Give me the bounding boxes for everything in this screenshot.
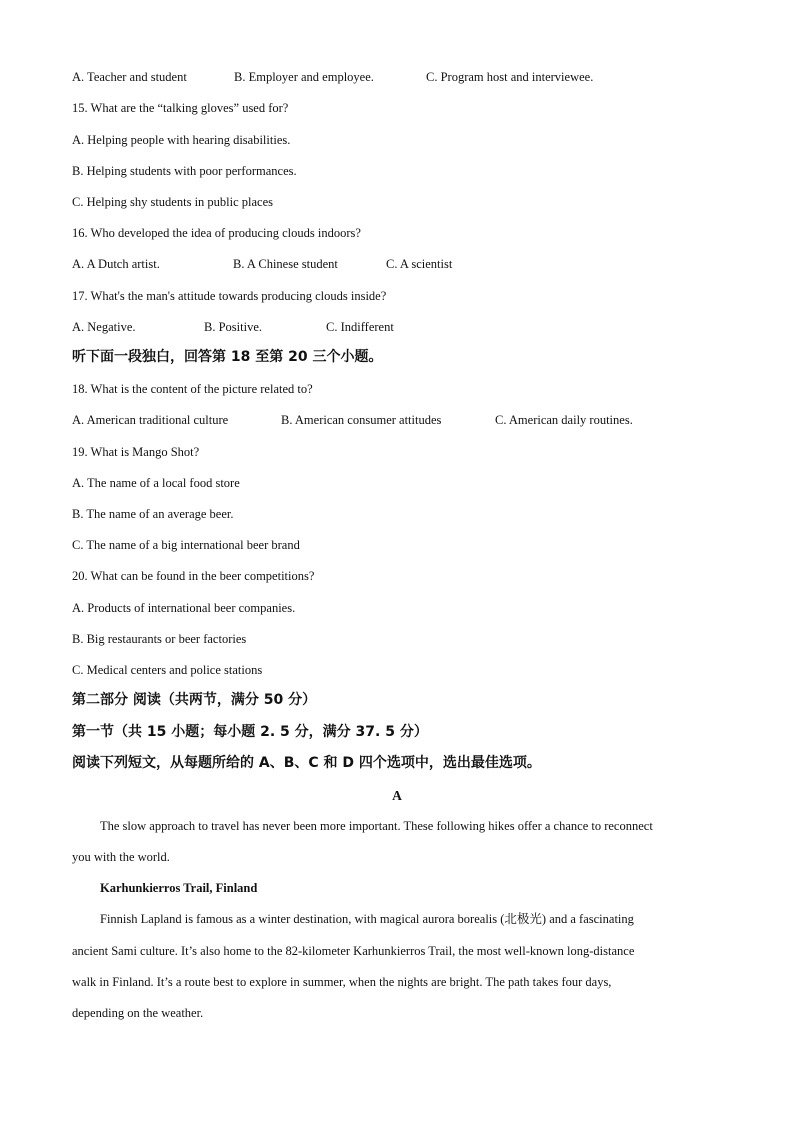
q14-option-b: B. Employer and employee. <box>234 70 374 84</box>
q20-option-a: A. Products of international beer companies. <box>72 601 296 615</box>
q14-option-a: A. Teacher and student <box>72 70 187 84</box>
q20-question: 20. What can be found in the beer competitions? <box>72 569 315 583</box>
q18-question: 18. What is the content of the picture related to? <box>72 382 313 396</box>
para-line-4: depending on the weather. <box>72 1006 204 1020</box>
q19-question: 19. What is Mango Shot? <box>72 445 200 459</box>
trail-title: Karhunkierros Trail, Finland <box>100 881 258 895</box>
q20-option-c: C. Medical centers and police stations <box>72 663 263 677</box>
q18-option-c: C. American daily routines. <box>495 413 633 427</box>
q16-option-a: A. A Dutch artist. <box>72 257 160 271</box>
q19-option-a: A. The name of a local food store <box>72 476 240 490</box>
q17-question: 17. What's the man's attitude towards producing clouds inside? <box>72 289 387 303</box>
q19-option-b: B. The name of an average beer. <box>72 507 234 521</box>
q15-option-c: C. Helping shy students in public places <box>72 195 274 209</box>
section-monologue-heading: 听下面一段独白，回答第 18 至第 20 三个小题。 <box>72 349 383 365</box>
para-line-3: walk in Finland. It’s a route best to explore in summer, when the nights are bright. The path takes four days, <box>72 975 612 989</box>
para-line-1: Finnish Lapland is famous as a winter destination, with magical aurora borealis (北极光) and a fascinating <box>100 912 634 926</box>
q14-option-c: C. Program host and interviewee. <box>426 70 594 84</box>
q19-option-c: C. The name of a big international beer brand <box>72 538 300 552</box>
para-line-2: ancient Sami culture. It’s also home to the 82-kilometer Karhunkierros Trail, the most well-known long-distance <box>72 944 635 958</box>
q16-question: 16. Who developed the idea of producing clouds indoors? <box>72 226 361 240</box>
q15-option-b: B. Helping students with poor performances. <box>72 164 297 178</box>
q15-option-a: A. Helping people with hearing disabilities. <box>72 133 291 147</box>
q15-question: 15. What are the “talking gloves” used for? <box>72 101 289 115</box>
part2-heading: 第二部分 阅读（共两节，满分 50 分） <box>72 692 317 708</box>
q18-option-b: B. American consumer attitudes <box>281 413 442 427</box>
q16-option-b: B. A Chinese student <box>233 257 338 271</box>
intro-line-2: you with the world. <box>72 850 170 864</box>
section1-heading: 第一节（共 15 小题；每小题 2. 5 分，满分 37. 5 分） <box>72 724 428 740</box>
q17-option-a: A. Negative. <box>72 320 136 334</box>
intro-line-1: The slow approach to travel has never been more important. These following hikes offer a chance to reconnect <box>100 819 653 833</box>
q20-option-b: B. Big restaurants or beer factories <box>72 632 247 646</box>
q17-option-b: B. Positive. <box>204 320 262 334</box>
q17-option-c: C. Indifferent <box>326 320 394 334</box>
passage-letter: A <box>392 788 402 803</box>
q18-option-a: A. American traditional culture <box>72 413 229 427</box>
q16-option-c: C. A scientist <box>386 257 453 271</box>
reading-instructions: 阅读下列短文，从每题所给的 A、B、C 和 D 四个选项中，选出最佳选项。 <box>72 755 541 771</box>
